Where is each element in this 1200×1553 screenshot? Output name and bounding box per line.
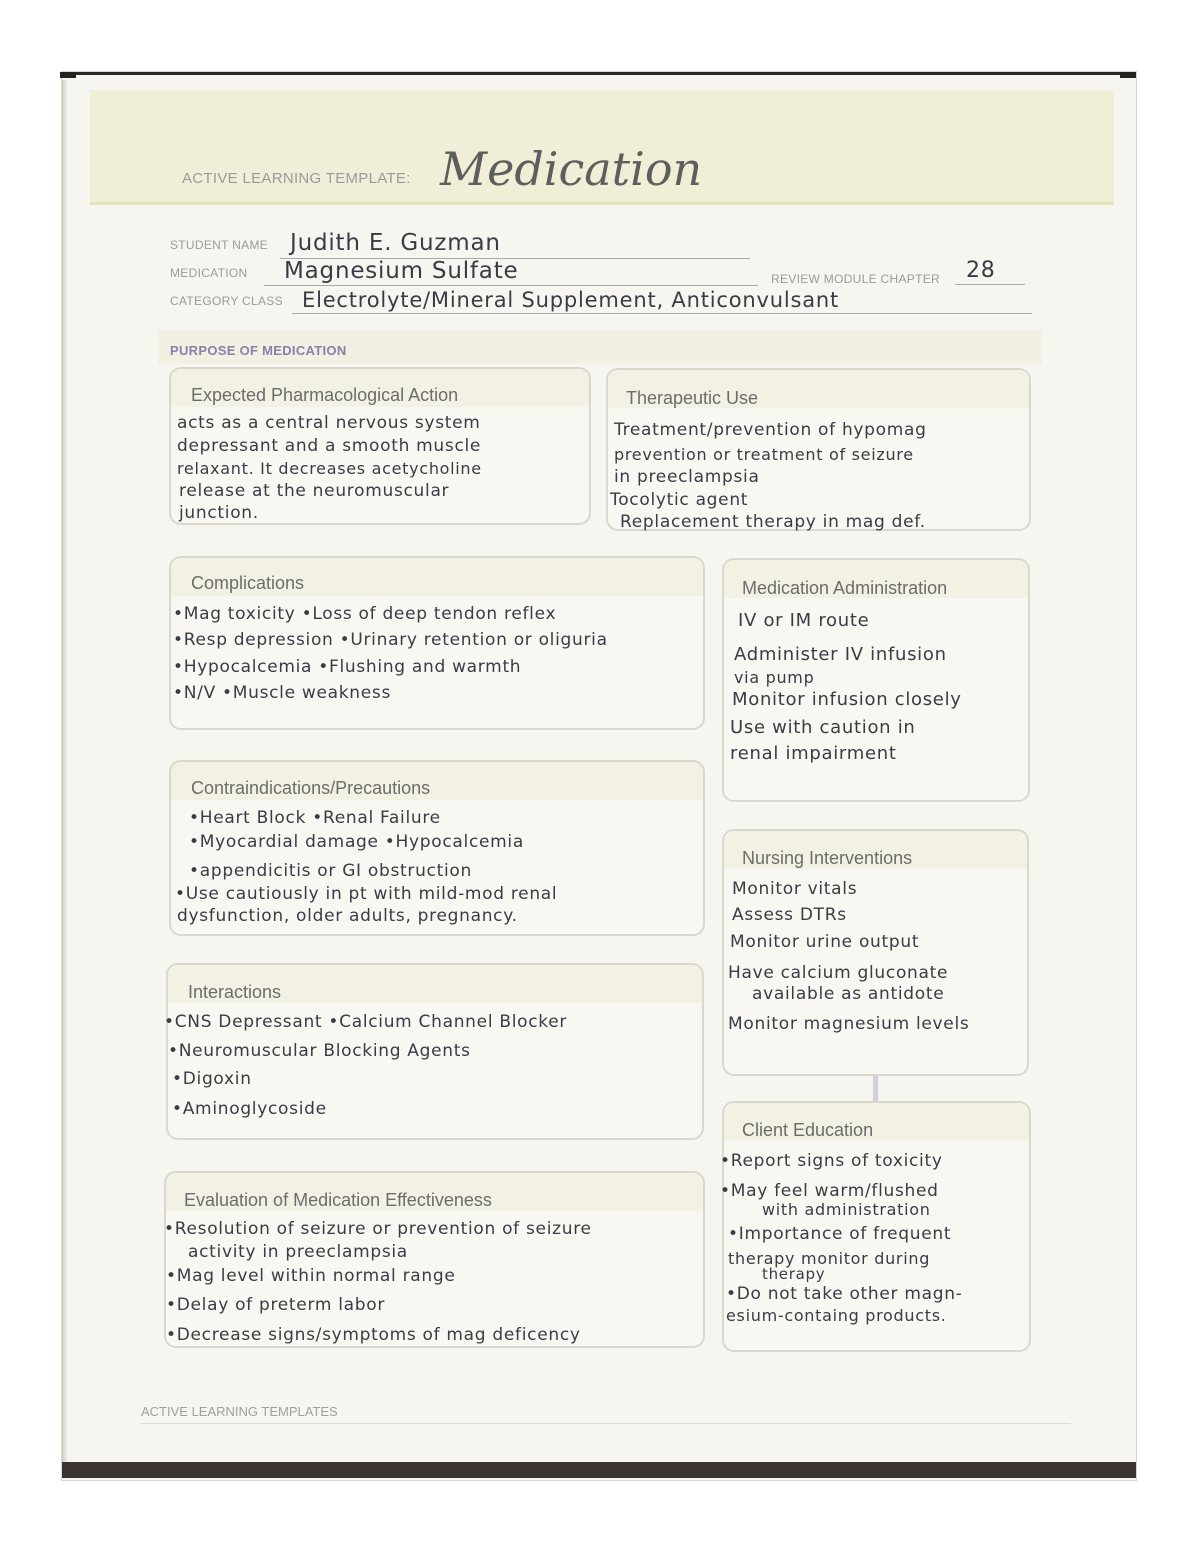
evaluation-title: Evaluation of Medication Effectiveness xyxy=(184,1190,492,1210)
medication-value: Magnesium Sulfate xyxy=(284,258,519,284)
purpose-label: PURPOSE OF MEDICATION xyxy=(170,343,347,358)
list-item: Monitor urine output xyxy=(730,932,920,952)
nursing-interventions-box xyxy=(722,829,1029,1076)
footer-label: ACTIVE LEARNING TEMPLATES xyxy=(141,1404,338,1419)
list-item: dysfunction, older adults, pregnancy. xyxy=(177,906,518,926)
expected-action-box xyxy=(169,367,591,525)
client-education-box xyxy=(722,1101,1031,1352)
list-item: Monitor vitals xyxy=(732,879,858,899)
list-item: Monitor infusion closely xyxy=(732,689,962,710)
complications-title: Complications xyxy=(191,573,305,593)
list-item: Use with caution in xyxy=(730,717,916,738)
list-item: •N/V •Muscle weakness xyxy=(173,683,392,703)
list-item: •Importance of frequent xyxy=(728,1224,952,1244)
list-item: •CNS Depressant •Calcium Channel Blocker xyxy=(164,1012,568,1032)
list-item: in preeclampsia xyxy=(614,467,760,487)
list-item: prevention or treatment of seizure xyxy=(614,445,914,464)
list-item: therapy monitor during xyxy=(728,1249,931,1268)
list-item: release at the neuromuscular xyxy=(179,481,450,501)
expected-action-title: Expected Pharmacological Action xyxy=(191,385,459,405)
list-item: •Mag toxicity •Loss of deep tendon reflex xyxy=(173,604,557,624)
contraindications-box xyxy=(169,760,705,936)
list-item: •Digoxin xyxy=(172,1069,252,1089)
medication-administration-title: Medication Administration xyxy=(742,578,948,598)
medication-line xyxy=(264,285,758,286)
interactions-box xyxy=(166,963,704,1140)
list-item: •Do not take other magn- xyxy=(726,1284,963,1304)
list-item: •May feel warm/flushed xyxy=(720,1181,939,1201)
list-item: Have calcium gluconate xyxy=(728,963,949,983)
student-name-value: Judith E. Guzman xyxy=(290,230,501,256)
evaluation-box xyxy=(164,1171,705,1348)
list-item: Assess DTRs xyxy=(732,905,847,925)
review-module-line xyxy=(955,284,1025,285)
box-connector xyxy=(873,1076,878,1102)
list-item: Tocolytic agent xyxy=(610,490,749,510)
list-item: •Mag level within normal range xyxy=(166,1266,456,1286)
list-item: •Delay of preterm labor xyxy=(166,1295,386,1315)
list-item: •appendicitis or GI obstruction xyxy=(189,861,472,881)
list-item: Administer IV infusion xyxy=(734,644,947,665)
list-item: acts as a central nervous system xyxy=(177,413,481,433)
list-item: via pump xyxy=(734,668,815,687)
list-item: esium-containg products. xyxy=(726,1306,947,1325)
therapeutic-use-title: Therapeutic Use xyxy=(626,388,759,408)
therapeutic-use-box xyxy=(606,368,1031,531)
list-item: renal impairment xyxy=(730,743,897,764)
list-item: •Heart Block •Renal Failure xyxy=(189,808,441,828)
list-item: Monitor magnesium levels xyxy=(728,1014,970,1034)
list-item: therapy xyxy=(762,1265,826,1283)
list-item: activity in preeclampsia xyxy=(188,1242,408,1262)
list-item: •Aminoglycoside xyxy=(172,1099,327,1119)
interactions-title: Interactions xyxy=(188,982,282,1002)
template-label: ACTIVE LEARNING TEMPLATE: xyxy=(182,170,411,187)
paper-corner-right xyxy=(1120,72,1136,78)
client-education-title: Client Education xyxy=(742,1120,874,1140)
paper-shadow xyxy=(62,80,68,1470)
list-item: •Neuromuscular Blocking Agents xyxy=(168,1041,471,1061)
list-item: •Resp depression •Urinary retention or oliguria xyxy=(173,630,608,650)
nursing-interventions-title: Nursing Interventions xyxy=(742,848,913,868)
list-item: •Decrease signs/symptoms of mag deficency xyxy=(166,1325,581,1345)
list-item: •Resolution of seizure or prevention of seizure xyxy=(164,1219,592,1239)
list-item: •Myocardial damage •Hypocalcemia xyxy=(189,832,524,852)
list-item: •Report signs of toxicity xyxy=(720,1151,943,1171)
paper-corner-left xyxy=(60,72,76,78)
category-line xyxy=(292,313,1032,314)
category-label: CATEGORY CLASS xyxy=(170,294,283,308)
medication-label: MEDICATION xyxy=(170,266,248,280)
list-item: Treatment/prevention of hypomag xyxy=(614,420,927,440)
list-item: •Use cautiously in pt with mild-mod renal xyxy=(175,884,558,904)
list-item: •Hypocalcemia •Flushing and warmth xyxy=(173,657,522,677)
paper-bottom-edge xyxy=(62,1462,1136,1478)
list-item: Replacement therapy in mag def. xyxy=(620,512,926,532)
student-name-label: STUDENT NAME xyxy=(170,238,269,252)
review-module-label: REVIEW MODULE CHAPTER xyxy=(771,272,940,286)
contraindications-title: Contraindications/Precautions xyxy=(191,778,431,798)
list-item: available as antidote xyxy=(752,984,945,1004)
list-item: IV or IM route xyxy=(738,610,870,631)
complications-box xyxy=(169,556,705,730)
review-module-value: 28 xyxy=(966,258,996,283)
list-item: depressant and a smooth muscle xyxy=(177,436,482,456)
footer-rule xyxy=(141,1423,1071,1424)
category-value: Electrolyte/Mineral Supplement, Anticonvulsant xyxy=(302,288,840,312)
list-item: junction. xyxy=(179,503,259,523)
list-item: with administration xyxy=(762,1200,931,1219)
medication-administration-box xyxy=(722,558,1030,802)
template-title: Medication xyxy=(440,142,703,196)
list-item: relaxant. It decreases acetycholine xyxy=(177,459,482,478)
